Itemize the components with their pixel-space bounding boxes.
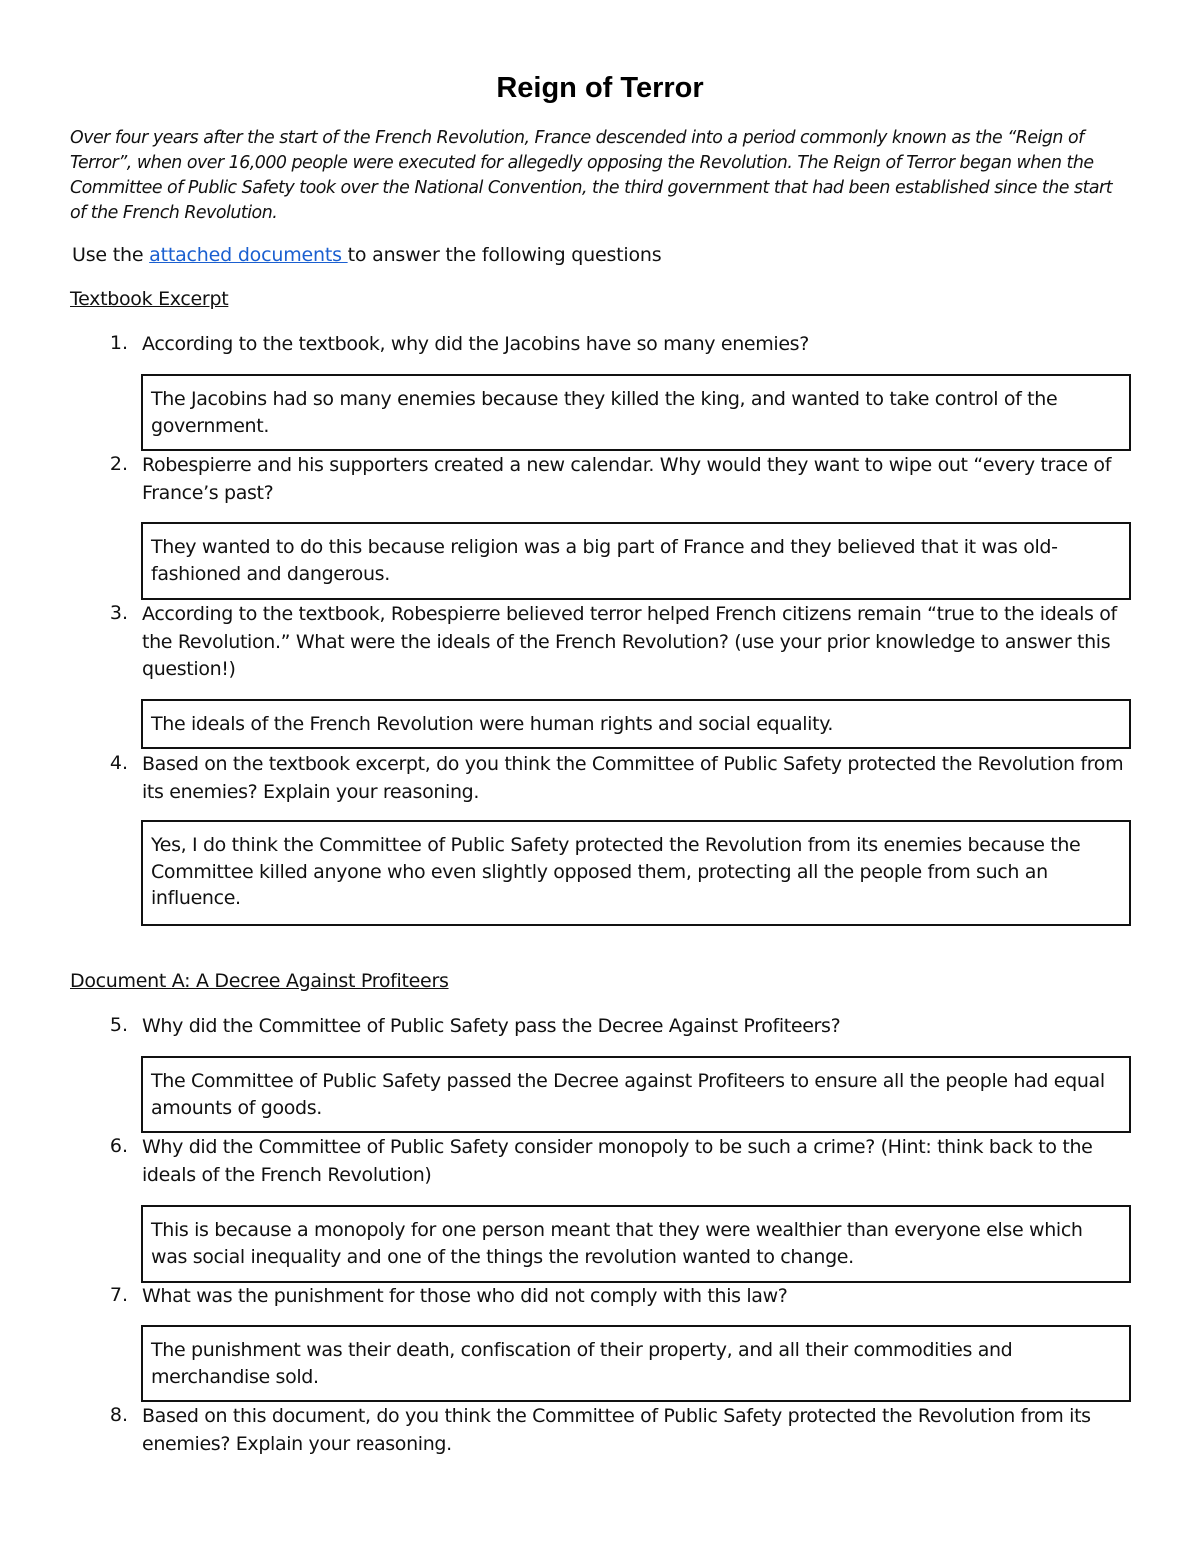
- question-number: 7.: [109, 1284, 128, 1306]
- answer-box[interactable]: They wanted to do this because religion was a big part of France and they believed that it was old-fashioned and dangerous.: [141, 522, 1131, 600]
- instructions: [72, 244, 661, 266]
- answer-box[interactable]: This is because a monopoly for one person meant that they were wealthier than everyone else which was social inequality and one of the things the revolution wanted to change.: [141, 1205, 1131, 1283]
- question-text: Based on the textbook excerpt, do you think the Committee of Public Safety protected the Revolution from its enemies? Explain your reasoning.: [142, 753, 1124, 803]
- question-number: 2.: [109, 453, 128, 475]
- question-text: According to the textbook, why did the Jacobins have so many enemies?: [142, 333, 809, 355]
- question-number: 5.: [109, 1014, 128, 1036]
- question-text: Why did the Committee of Public Safety consider monopoly to be such a crime? (Hint: think back to the ideals of the French Revolution): [142, 1136, 1093, 1186]
- question-number: 1.: [109, 332, 128, 354]
- instructions-text-end: to answer the following questions: [347, 244, 662, 266]
- question-text: What was the punishment for those who did not comply with this law?: [142, 1285, 788, 1307]
- question-number: 4.: [109, 752, 128, 774]
- answer-box[interactable]: The Jacobins had so many enemies because they killed the king, and wanted to take control of the government.: [141, 374, 1131, 451]
- question-text: Based on this document, do you think the Committee of Public Safety protected the Revolution from its enemies? Explain your reasoning.: [142, 1405, 1091, 1455]
- section-heading-textbook-excerpt: Textbook Excerpt: [70, 288, 229, 310]
- instructions-text: Use the: [72, 244, 150, 266]
- section-heading-document-a: Document A: A Decree Against Profiteers: [70, 970, 449, 992]
- intro-paragraph: Over four years after the start of the French Revolution, France descended into a period commonly known as the “Reign of Terror”, when over 16,000 people were executed for allegedly opposing the Revolution. The Reign of Terror began when the Committee of Public Safety took over the National Convention, the third government that had been established since the start of the French Revolution.: [70, 128, 1113, 223]
- question-number: 6.: [109, 1135, 128, 1157]
- answer-box[interactable]: The Committee of Public Safety passed the Decree against Profiteers to ensure all the people had equal amounts of goods.: [141, 1056, 1131, 1133]
- answer-box[interactable]: Yes, I do think the Committee of Public Safety protected the Revolution from its enemies because the Committee killed anyone who even slightly opposed them, protecting all the people from such an influence.: [141, 820, 1131, 926]
- answer-box[interactable]: The ideals of the French Revolution were human rights and social equality.: [141, 699, 1131, 749]
- question-text: According to the textbook, Robespierre believed terror helped French citizens remain “true to the ideals of the Revolution.” What were the ideals of the French Revolution? (use your prior knowledge to answer this question!): [142, 603, 1117, 680]
- answer-box[interactable]: The punishment was their death, confiscation of their property, and all their commodities and merchandise sold.: [141, 1325, 1131, 1402]
- question-text: Robespierre and his supporters created a new calendar. Why would they want to wipe out “every trace of France’s past?: [142, 454, 1112, 504]
- page-title: Reign of Terror: [496, 72, 704, 104]
- question-text: Why did the Committee of Public Safety pass the Decree Against Profiteers?: [142, 1015, 841, 1037]
- question-number: 3.: [109, 602, 128, 624]
- question-number: 8.: [109, 1404, 128, 1426]
- attached-documents-link[interactable]: attached documents: [149, 244, 348, 266]
